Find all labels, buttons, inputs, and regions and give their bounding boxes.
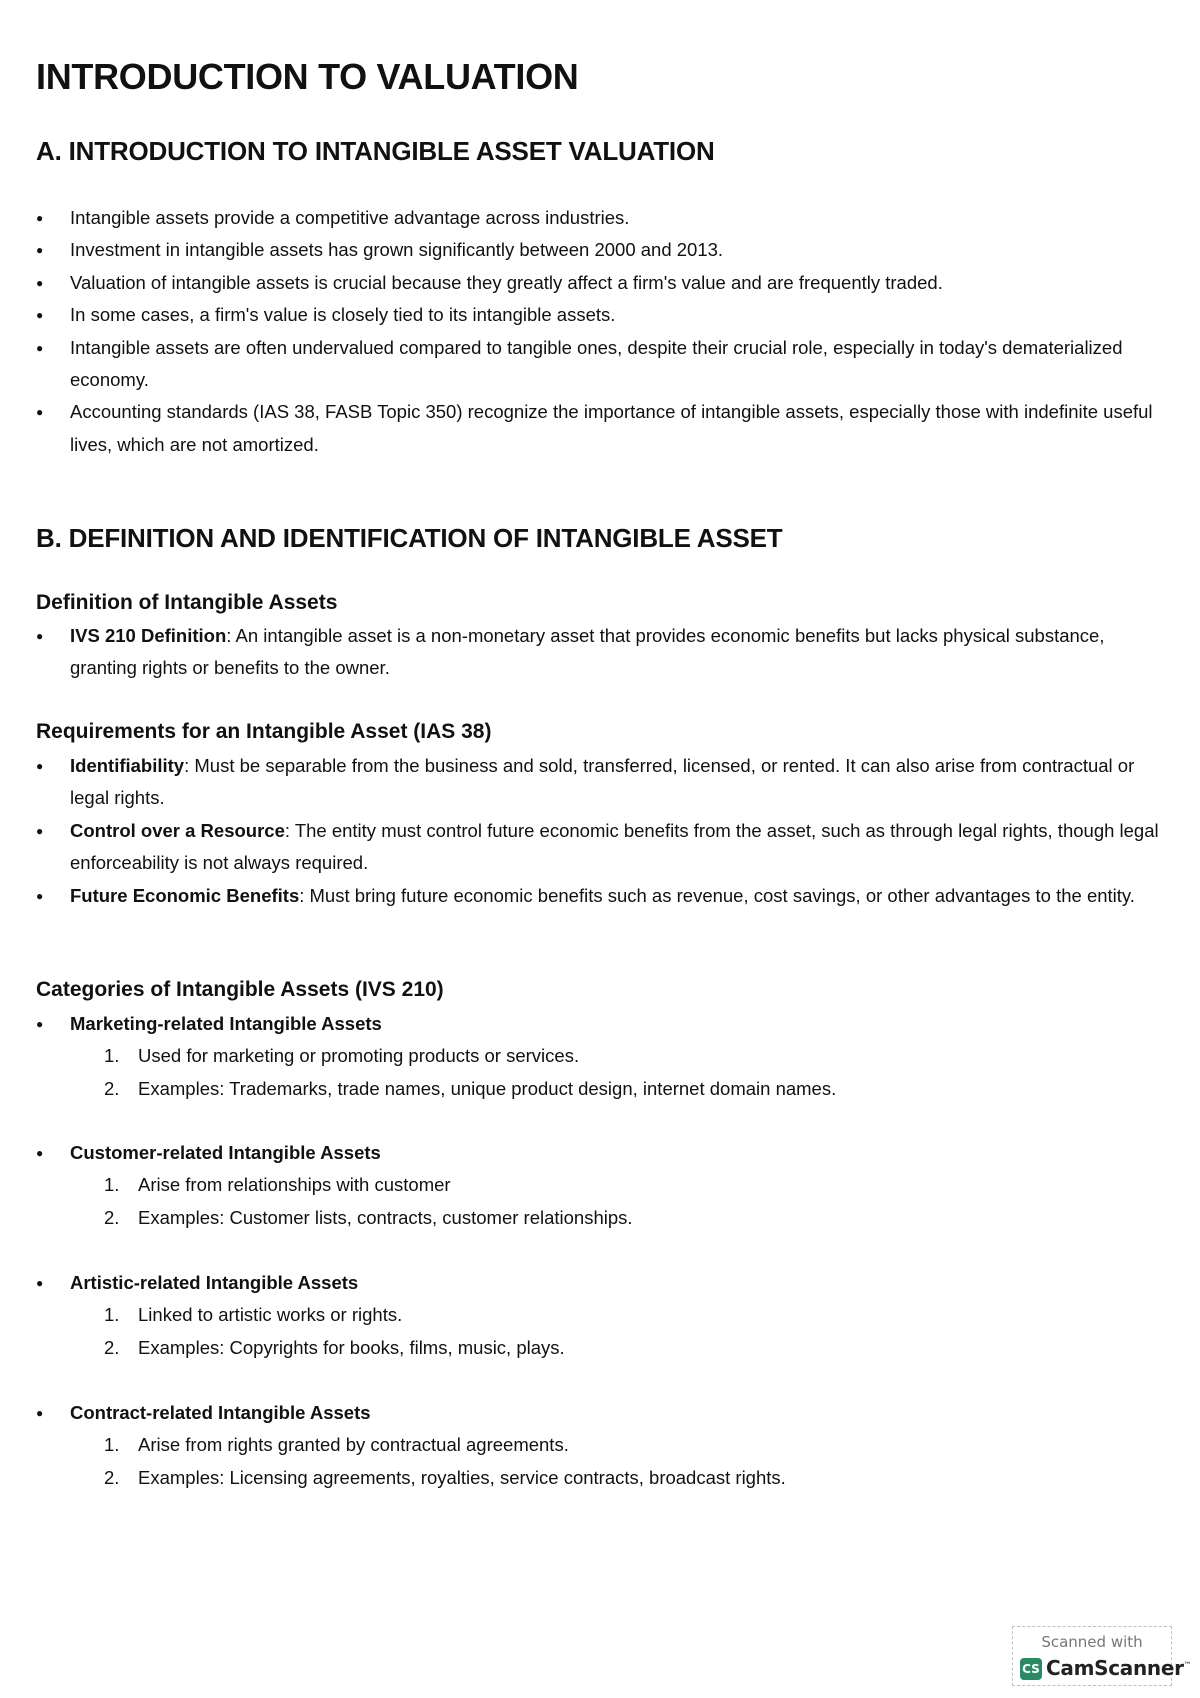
list-item: ● Intangible assets provide a competitive advantage across industries.	[36, 202, 1170, 234]
list-item	[36, 1299, 1170, 1331]
item-text: Examples: Licensing agreements, royalties, service contracts, broadcast rights.	[138, 1466, 786, 1488]
item-number: 2.	[104, 1077, 120, 1099]
term: Control over a Resource	[70, 819, 285, 841]
section-a-bullets	[36, 202, 1170, 461]
category-title: ● Contract-related Intangible Assets	[36, 1397, 1170, 1429]
trademark-mark: ™	[1183, 1660, 1192, 1670]
category-points	[36, 1169, 1170, 1234]
list-item	[36, 620, 1170, 685]
category-block	[36, 1267, 1170, 1364]
section-a-heading: A. INTRODUCTION TO INTANGIBLE ASSET VALUATION	[36, 136, 715, 166]
list-item	[36, 815, 1170, 880]
list-item	[36, 750, 1170, 815]
category-block	[36, 1008, 1170, 1105]
term-description: : Must be separable from the business and sold, transferred, licensed, or rented. It can also arise from contractual or legal rights.	[70, 755, 1135, 809]
camscanner-logo-icon: CS	[1020, 1658, 1042, 1680]
list-item: ● Valuation of intangible assets is crucial because they greatly affect a firm's value and are frequently traded.	[36, 267, 1170, 299]
list-item	[36, 1332, 1170, 1364]
item-number: 1.	[104, 1304, 120, 1326]
category-points	[36, 1429, 1170, 1494]
term-description: : An intangible asset is a non-monetary asset that provides economic benefits but lacks physical substance, granting rights or benefits to the owner.	[70, 625, 1105, 679]
list-item	[36, 1073, 1170, 1105]
list-item	[36, 1169, 1170, 1201]
category-block	[36, 1397, 1170, 1494]
category-points	[36, 1040, 1170, 1105]
item-text: Used for marketing or promoting products or services.	[138, 1045, 580, 1067]
categories-heading: Categories of Intangible Assets (IVS 210)	[36, 978, 444, 1001]
item-text: Arise from rights granted by contractual agreements.	[138, 1434, 569, 1456]
list-item	[36, 880, 1170, 912]
category-points	[36, 1299, 1170, 1364]
category-title: ● Customer-related Intangible Assets	[36, 1137, 1170, 1169]
item-number: 1.	[104, 1434, 120, 1456]
term-description: : Must bring future economic benefits such as revenue, cost savings, or other advantages to the entity.	[299, 884, 1135, 906]
item-number: 2.	[104, 1466, 120, 1488]
list-item: ● In some cases, a firm's value is closely tied to its intangible assets.	[36, 299, 1170, 331]
list-item: ● Intangible assets are often undervalued compared to tangible ones, despite their crucial role, especially in today's dematerialized economy.	[36, 332, 1170, 397]
term-description: : The entity must control future economic benefits from the asset, such as through legal rights, though legal enforceability is not always required.	[70, 819, 1159, 874]
list-item	[36, 1040, 1170, 1072]
list-item	[36, 1202, 1170, 1234]
item-text: Examples: Customer lists, contracts, customer relationships.	[138, 1206, 633, 1228]
list-item: ● Investment in intangible assets has grown significantly between 2000 and 2013.	[36, 234, 1170, 266]
category-block	[36, 1137, 1170, 1234]
item-number: 2.	[104, 1336, 120, 1358]
term: Identifiability	[70, 755, 185, 776]
camscanner-watermark	[1012, 1626, 1192, 1686]
item-text: Examples: Copyrights for books, films, music, plays.	[138, 1336, 565, 1358]
item-text: Linked to artistic works or rights.	[138, 1304, 403, 1326]
list-item	[36, 1429, 1170, 1461]
definition-heading: Definition of Intangible Assets	[36, 591, 338, 614]
category-title: ● Artistic-related Intangible Assets	[36, 1267, 1170, 1299]
list-item	[36, 1462, 1170, 1494]
watermark-caption: Scanned with	[1041, 1633, 1143, 1651]
category-title: ● Marketing-related Intangible Assets	[36, 1008, 1170, 1040]
item-number: 1.	[104, 1045, 120, 1067]
requirements-heading: Requirements for an Intangible Asset (IAS 38)	[36, 720, 492, 743]
section-b-heading: B. DEFINITION AND IDENTIFICATION OF INTANGIBLE ASSET	[36, 523, 783, 553]
item-text: Arise from relationships with customer	[138, 1174, 451, 1196]
requirements-bullets	[36, 750, 1170, 912]
item-number: 2.	[104, 1206, 120, 1228]
watermark-brand	[1046, 1656, 1191, 1680]
brand-name: CamScanner	[1046, 1656, 1184, 1680]
term: IVS 210 Definition	[70, 625, 227, 646]
term: Future Economic Benefits	[70, 884, 300, 906]
definition-bullets	[36, 620, 1170, 685]
document-title: INTRODUCTION TO VALUATION	[36, 56, 579, 97]
item-text: Examples: Trademarks, trade names, unique product design, internet domain names.	[138, 1077, 837, 1099]
item-number: 1.	[104, 1174, 120, 1196]
list-item: ● Accounting standards (IAS 38, FASB Topic 350) recognize the importance of intangible assets, especially those with indefinite useful lives, which are not amortized.	[36, 396, 1170, 461]
